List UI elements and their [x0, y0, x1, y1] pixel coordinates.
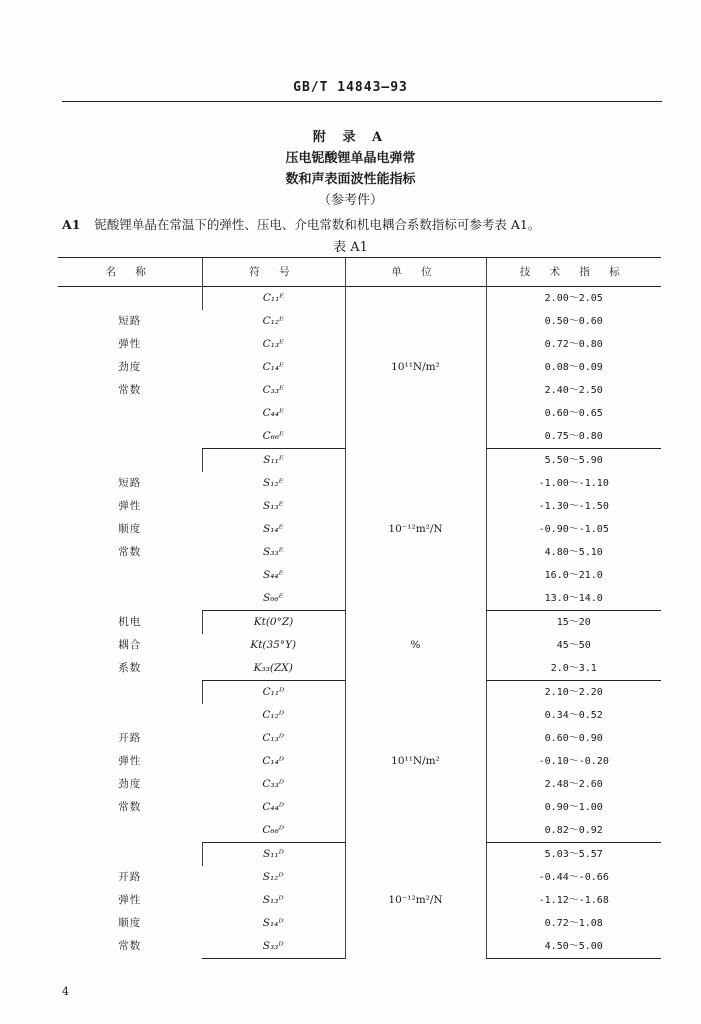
spec-value-cell: 2.00～2.05 — [486, 287, 661, 311]
symbol-cell: S₁₃ᴰ — [262, 894, 284, 906]
spec-value-cell: 15～20 — [486, 611, 661, 635]
spec-value-cell: 0.34～0.52 — [486, 704, 661, 727]
spec-value-cell: 0.82～0.92 — [486, 819, 661, 843]
appendix-title-line1: 压电铌酸锂单晶电弹常 — [285, 151, 416, 166]
spec-value-cell: 2.0～3.1 — [486, 657, 661, 681]
property-name-line: 短路 — [118, 476, 142, 489]
property-name-line: 开路 — [118, 870, 142, 883]
spec-value-cell: 2.40～2.50 — [486, 379, 661, 402]
intro-paragraph — [62, 215, 540, 233]
symbol-cell: S₁₄ᴰ — [262, 917, 284, 929]
property-name-line: 常数 — [118, 939, 142, 952]
property-name-line: 耦合 — [118, 638, 142, 651]
header-spec: 技 术 指 标 — [486, 258, 661, 287]
table-row — [58, 287, 661, 311]
header-unit: 单 位 — [345, 258, 486, 287]
property-name — [58, 611, 202, 681]
appendix-title-line2: 数和声表面波性能指标 — [285, 172, 416, 187]
spec-value-cell: 0.72～0.80 — [486, 333, 661, 356]
unit-cell: 10¹¹N/m² — [345, 287, 486, 449]
symbol-cell: S₁₁ᴱ — [202, 449, 345, 473]
table-row — [58, 843, 661, 867]
table-header-row — [58, 258, 661, 287]
property-name — [58, 681, 202, 843]
table-row — [58, 681, 661, 705]
symbol-cell: C₄₄ᴱ — [262, 407, 284, 419]
spec-value-cell: 13.0～14.0 — [486, 587, 661, 611]
spec-value-cell: 5.50～5.90 — [486, 449, 661, 473]
spec-value-cell: -1.12～-1.68 — [486, 889, 661, 912]
symbol-cell: S₁₂ᴱ — [263, 477, 284, 489]
spec-value-cell: -1.00～-1.10 — [486, 472, 661, 495]
symbol-cell: S₁₃ᴱ — [263, 500, 284, 512]
property-name-line: 机电 — [118, 615, 142, 628]
unit-cell: 10⁻¹²m²/N — [345, 843, 486, 959]
symbol-cell: C₆₆ᴱ — [202, 425, 345, 449]
symbol-cell: C₃₃ᴱ — [262, 384, 284, 396]
property-name-line: 系数 — [118, 661, 142, 674]
property-name-line: 顺度 — [118, 522, 142, 535]
spec-value-cell: 2.10～2.20 — [486, 681, 661, 705]
spec-value-cell: -1.30～-1.50 — [486, 495, 661, 518]
clause-number: A1 — [62, 217, 81, 232]
table-row — [58, 449, 661, 473]
spec-value-cell: 0.60～0.90 — [486, 727, 661, 750]
spec-value-cell: 0.50～0.60 — [486, 310, 661, 333]
symbol-cell: S₁₁ᴰ — [202, 843, 345, 867]
property-name-line: 常数 — [118, 384, 142, 396]
unit-cell: 10⁻¹²m²/N — [345, 449, 486, 611]
spec-value-cell: 45～50 — [486, 634, 661, 657]
spec-value-cell: 0.08～0.09 — [486, 356, 661, 379]
property-name — [58, 287, 202, 449]
symbol-cell: S₃₃ᴰ — [202, 935, 345, 959]
spec-value-cell: -0.10～-0.20 — [486, 750, 661, 773]
symbol-cell: S₁₂ᴰ — [262, 871, 284, 883]
header-rule — [62, 101, 662, 102]
spec-value-cell: 0.90～1.00 — [486, 796, 661, 819]
header-name: 名 称 — [58, 258, 202, 287]
spec-value-cell: 0.75～0.80 — [486, 425, 661, 449]
spec-value-cell: 5.03～5.57 — [486, 843, 661, 867]
page-number: 4 — [62, 985, 69, 998]
symbol-cell: C₁₂ᴰ — [262, 709, 285, 721]
symbol-cell: C₆₆ᴰ — [202, 819, 345, 843]
property-name — [58, 449, 202, 611]
spec-value-cell: 4.50～5.00 — [486, 935, 661, 959]
symbol-cell: C₁₂ᴱ — [262, 315, 284, 327]
property-name-line: 短路 — [118, 315, 142, 327]
symbol-cell: S₆₆ᴱ — [202, 587, 345, 611]
standard-number: GB/T 14843—93 — [293, 80, 408, 95]
unit-cell: % — [345, 611, 486, 681]
symbol-cell: C₄₄ᴰ — [262, 801, 285, 813]
unit-cell: 10¹¹N/m² — [345, 681, 486, 843]
appendix-note: （参考件） — [317, 193, 383, 208]
table-row — [58, 611, 661, 635]
property-name-line: 顺度 — [118, 916, 142, 929]
property-name — [58, 843, 202, 959]
property-name-line: 常数 — [118, 545, 142, 558]
symbol-cell: S₃₃ᴱ — [263, 546, 284, 558]
symbol-cell: C₁₃ᴱ — [262, 338, 284, 350]
spec-value-cell: 4.80～5.10 — [486, 541, 661, 564]
symbol-cell: C₁₁ᴰ — [202, 681, 345, 705]
symbol-cell: C₁₄ᴰ — [262, 755, 285, 767]
properties-table — [58, 257, 661, 959]
spec-value-cell: -0.44～-0.66 — [486, 866, 661, 889]
symbol-cell: K₃₃(ZX) — [202, 657, 345, 681]
symbol-cell: C₁₄ᴱ — [262, 361, 284, 373]
property-name-line: 劲度 — [118, 777, 142, 790]
table-caption: 表 A1 — [333, 240, 368, 255]
symbol-cell: C₁₁ᴱ — [202, 287, 345, 311]
property-name-line: 劲度 — [118, 361, 142, 373]
header-symbol: 符 号 — [202, 258, 345, 287]
symbol-cell: S₁₄ᴱ — [263, 523, 284, 535]
symbol-cell: Kt(35°Y) — [250, 639, 297, 651]
spec-value-cell: 2.48～2.60 — [486, 773, 661, 796]
table-body — [58, 287, 661, 959]
property-name-line: 弹性 — [118, 338, 142, 350]
symbol-cell: Kt(0°Z) — [202, 611, 345, 635]
symbol-cell: C₃₃ᴰ — [262, 778, 285, 790]
clause-text: 铌酸锂单晶在常温下的弹性、压电、介电常数和机电耦合系数指标可参考表 A1。 — [94, 217, 541, 232]
property-name-line: 常数 — [118, 800, 142, 813]
property-name-line: 弹性 — [118, 893, 142, 906]
appendix-label: 附 录 A — [312, 130, 389, 145]
property-name-line: 弹性 — [118, 754, 142, 767]
symbol-cell: C₁₃ᴰ — [262, 732, 285, 744]
spec-value-cell: 0.72～1.08 — [486, 912, 661, 935]
spec-value-cell: -0.90～-1.05 — [486, 518, 661, 541]
spec-value-cell: 0.60～0.65 — [486, 402, 661, 425]
property-name-line: 弹性 — [118, 499, 142, 512]
property-name-line: 开路 — [118, 731, 142, 744]
spec-value-cell: 16.0～21.0 — [486, 564, 661, 587]
symbol-cell: S₄₄ᴱ — [263, 569, 284, 581]
